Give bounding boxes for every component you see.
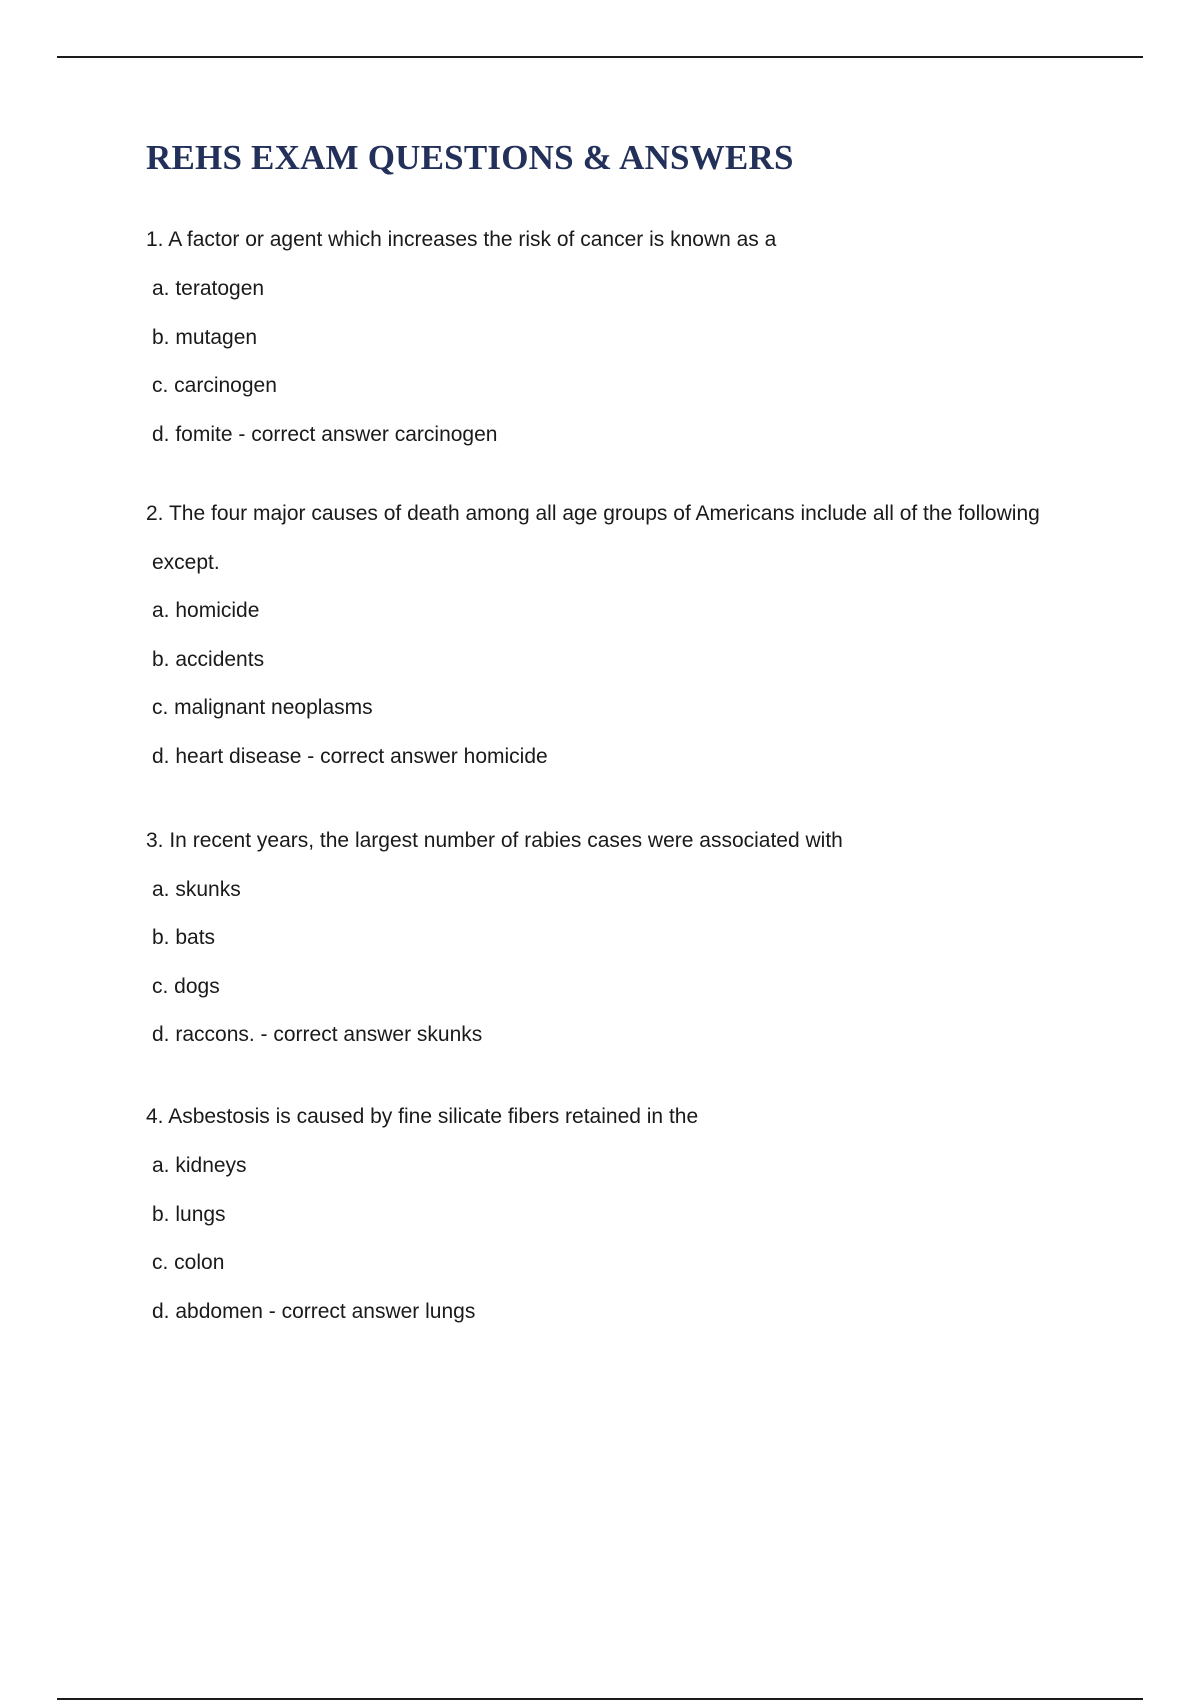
answer-option: c. dogs bbox=[152, 974, 220, 998]
answer-option: a. skunks bbox=[152, 877, 241, 901]
question-text: 3. In recent years, the largest number of rabies cases were associated with bbox=[146, 828, 843, 852]
answer-option-with-key: d. fomite - correct answer carcinogen bbox=[152, 422, 498, 446]
page-title: REHS EXAM QUESTIONS & ANSWERS bbox=[146, 138, 794, 177]
answer-option: b. mutagen bbox=[152, 325, 258, 349]
answer-option-with-key: d. heart disease - correct answer homicide bbox=[152, 744, 548, 768]
answer-option: a. kidneys bbox=[152, 1154, 247, 1177]
question-4 bbox=[146, 1101, 1046, 1328]
top-rule bbox=[57, 56, 1143, 58]
question-text: 1. A factor or agent which increases the risk of cancer is known as a bbox=[146, 228, 777, 251]
answer-option: c. colon bbox=[152, 1251, 225, 1274]
question-continuation: except. bbox=[152, 550, 220, 574]
answer-option: b. bats bbox=[152, 926, 216, 949]
question-text: 2. The four major causes of death among all age groups of Americans include all of the following bbox=[146, 501, 1040, 525]
answer-option: b. accidents bbox=[152, 647, 265, 671]
answer-option: c. malignant neoplasms bbox=[152, 696, 373, 719]
question-3 bbox=[146, 825, 1046, 1052]
answer-option: c. carcinogen bbox=[152, 374, 277, 397]
answer-option-with-key: d. raccons. - correct answer skunks bbox=[152, 1023, 483, 1046]
question-1 bbox=[146, 224, 1046, 451]
answer-option: a. homicide bbox=[152, 599, 260, 622]
answer-option: a. teratogen bbox=[152, 277, 265, 300]
question-2 bbox=[146, 498, 1046, 773]
answer-option: b. lungs bbox=[152, 1202, 226, 1226]
document-body bbox=[146, 138, 1046, 1344]
question-text: 4. Asbestosis is caused by fine silicate fibers retained in the bbox=[146, 1105, 699, 1128]
answer-option-with-key: d. abdomen - correct answer lungs bbox=[152, 1299, 476, 1323]
